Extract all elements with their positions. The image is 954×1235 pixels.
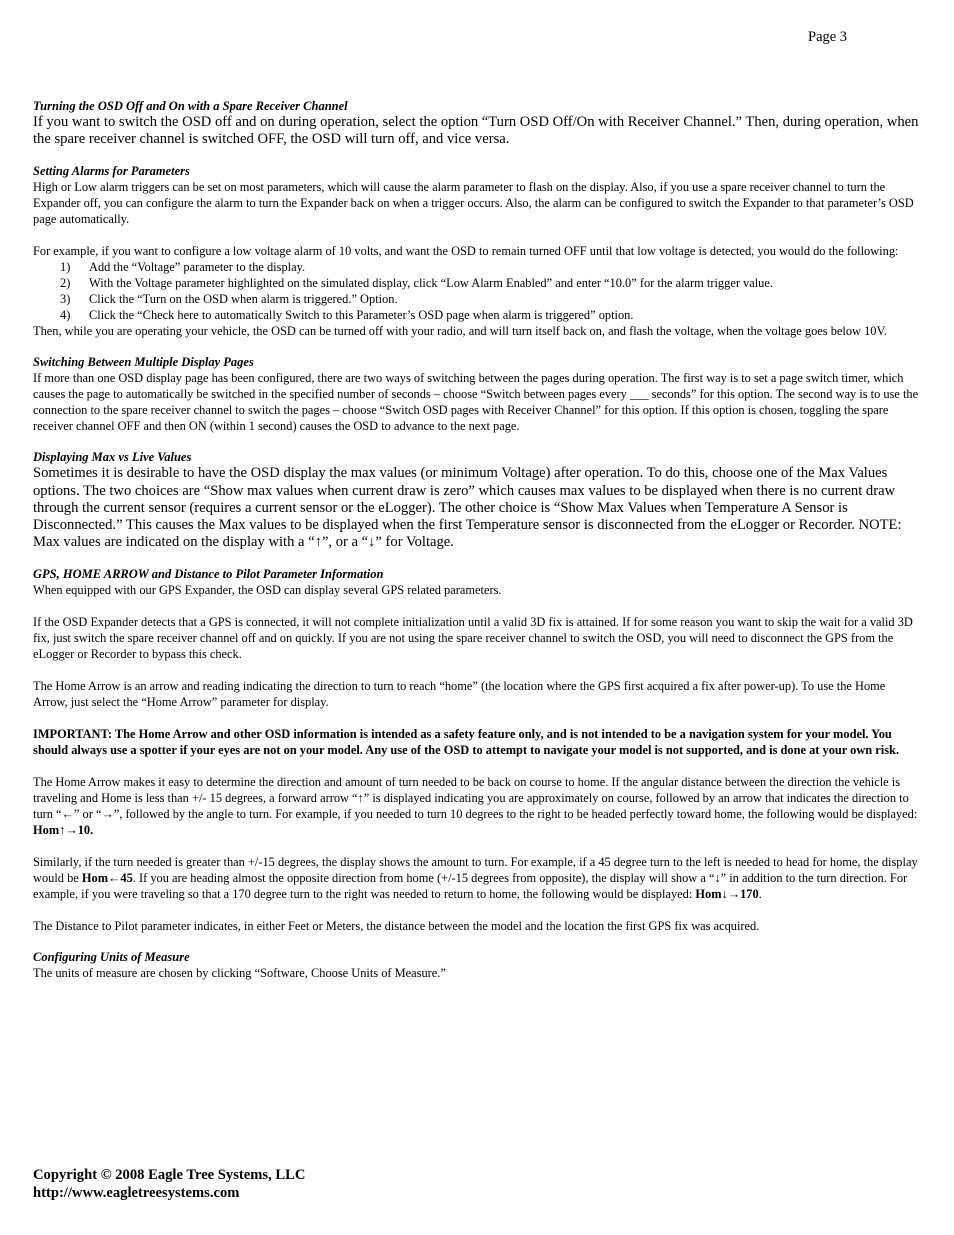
units-paragraph: The units of measure are chosen by clicking “Software, Choose Units of Measure.” (33, 966, 446, 981)
page-footer (33, 1166, 305, 1202)
list-item-text: With the Voltage parameter highlighted on the simulated display, click “Low Alarm Enabled” and enter “10.0” for the alarm trigger value. (89, 276, 773, 291)
alarms-paragraph-3: Then, while you are operating your vehicle, the OSD can be turned off with your radio, and will turn itself back on, and flash the voltage, when the voltage goes below 10V. (33, 324, 887, 339)
gps-paragraph-2: If the OSD Expander detects that a GPS is connected, it will not complete initialization until a valid 3D fix is attained. If for some reason you want to skip the wait for a valid 3D fix, just switch the spare receiver channel off and on quickly. If you are not using the spare receiver channel to switch the OSD, you will need to disconnect the GPS from the eLogger or Recorder to bypass this check. (33, 615, 913, 662)
list-item (33, 307, 919, 323)
gps-paragraph-4-text: The Home Arrow makes it easy to determine the direction and amount of turn needed to be back on course to home. If the angular distance between the direction the vehicle is traveling and Home is less than +/- 15 degrees, a forward arrow “↑” is displayed indicating you are approximately on course, followed by an arrow that indicates the direction to turn “←” or “→”, followed by the angle to turn. For example, if you needed to turn 10 degrees to the right to be headed perfectly toward home, the following would be displayed: (33, 775, 918, 822)
important-notice: IMPORTANT: The Home Arrow and other OSD information is intended as a safety feature only, and is not intended to be a navigation system for your model. You should always use a spotter if your eyes are not on your model. Any use of the OSD to attempt to navigate your model is not supported, and is done at your own risk. (33, 727, 900, 758)
list-item-text: Click the “Check here to automatically Switch to this Parameter’s OSD page when alarm is triggered” option. (89, 308, 634, 323)
gps-paragraph-1: When equipped with our GPS Expander, the OSD can display several GPS related parameters. (33, 583, 502, 598)
list-item-number: 4) (60, 308, 71, 323)
section-heading-gps: GPS, HOME ARROW and Distance to Pilot Parameter Information (33, 567, 384, 582)
gps-paragraph-3: The Home Arrow is an arrow and reading indicating the direction to turn to reach “home” (the location where the GPS first acquired a fix after power-up). To use the Home Arrow, just select the “Home Arrow” parameter for display. (33, 679, 886, 710)
pages-paragraph: If more than one OSD display page has been configured, there are two ways of switching between the pages during operation. The first way is to set a page switch timer, which causes the page to automatically be switched in the specified number of seconds – choose “Switch between pages every ___ seconds” for this option. The second way is to use the connection to the spare receiver channel to switch the pages – choose “Switch OSD pages with Receiver Channel” for this option. If this option is chosen, toggling the spare receiver channel OFF and then ON (within 1 second) causes the OSD to advance to the next page. (33, 371, 919, 434)
gps-paragraph-5-text-a: Similarly, if the turn needed is greater than +/-15 degrees, the display shows the amount to turn. For example, if a 45 degree turn to the left is needed to head for home, the display would be (33, 855, 918, 886)
copyright-text: Copyright © 2008 Eagle Tree Systems, LLC (33, 1167, 306, 1183)
section-heading-osd-toggle: Turning the OSD Off and On with a Spare Receiver Channel (33, 99, 348, 113)
gps-paragraph-5 (33, 854, 919, 902)
gps-paragraph-4 (33, 774, 919, 838)
home-arrow-example-3: Hom↓→170 (695, 887, 759, 902)
list-item-number: 1) (60, 260, 71, 275)
gps-paragraph-6: The Distance to Pilot parameter indicates, in either Feet or Meters, the distance between the model and the location the first GPS fix was acquired. (33, 919, 760, 934)
list-item (33, 291, 919, 307)
list-item-text: Click the “Turn on the OSD when alarm is triggered.” Option. (89, 292, 398, 307)
alarms-paragraph-1: High or Low alarm triggers can be set on most parameters, which will cause the alarm parameter to flash on the display. Also, if you use a spare receiver channel to turn the Expander off, you can configure the alarm to turn the Expander back on when a trigger occurs. Also, the alarm can be configured to switch the Expander to that parameter’s OSD page automatically. (33, 180, 914, 227)
gps-paragraph-5-text-c: . If you are heading almost the opposite direction from home (+/-15 degrees from opposite), the display will show a “↓” in addition to the turn direction. For example, if you were traveling so that a 170 degree turn to the right was needed to return to home, the following would be displayed: (33, 871, 908, 902)
list-item (33, 275, 919, 291)
list-item-number: 3) (60, 292, 71, 307)
document-body (33, 99, 919, 981)
list-item (33, 259, 919, 275)
alarms-paragraph-2: For example, if you want to configure a low voltage alarm of 10 volts, and want the OSD to remain turned OFF until that low voltage is detected, you would do the following: (33, 244, 899, 259)
list-item-text: Add the “Voltage” parameter to the display. (89, 260, 306, 275)
gps-paragraph-5-text-d: . (758, 887, 762, 902)
alarm-steps-list (33, 259, 919, 323)
max-values-paragraph: Sometimes it is desirable to have the OSD display the max values (or minimum Voltage) after operation. To do this, choose one of the Max Values options. The two choices are “Show max values when current draw is zero” which causes max values to be displayed when there is no current draw through the current sensor (requires a current sensor or the eLogger). The other choice is “Show Max Values when Temperature A Sensor is Disconnected.” This causes the Max values to be displayed when the first Temperature sensor is disconnected from the eLogger or Recorder. NOTE: Max values are indicated on the display with a “↑”, or a “↓” for Voltage. (33, 465, 902, 551)
section-heading-pages: Switching Between Multiple Display Pages (33, 355, 254, 370)
section-heading-alarms: Setting Alarms for Parameters (33, 164, 190, 179)
section-heading-units: Configuring Units of Measure (33, 950, 190, 965)
list-item-number: 2) (60, 276, 71, 291)
home-arrow-example-2: Hom←45 (81, 871, 133, 886)
page-number: Page 3 (808, 29, 848, 45)
home-arrow-example-1: Hom↑→10. (33, 823, 94, 838)
osd-toggle-paragraph: If you want to switch the OSD off and on during operation, select the option “Turn OSD Off/On with Receiver Channel.” Then, during operation, when the spare receiver channel is switched OFF, the OSD will turn off, and vice versa. (33, 114, 919, 148)
company-url-link[interactable]: http://www.eagletreesystems.com (33, 1185, 240, 1201)
section-heading-max-values: Displaying Max vs Live Values (33, 450, 192, 465)
